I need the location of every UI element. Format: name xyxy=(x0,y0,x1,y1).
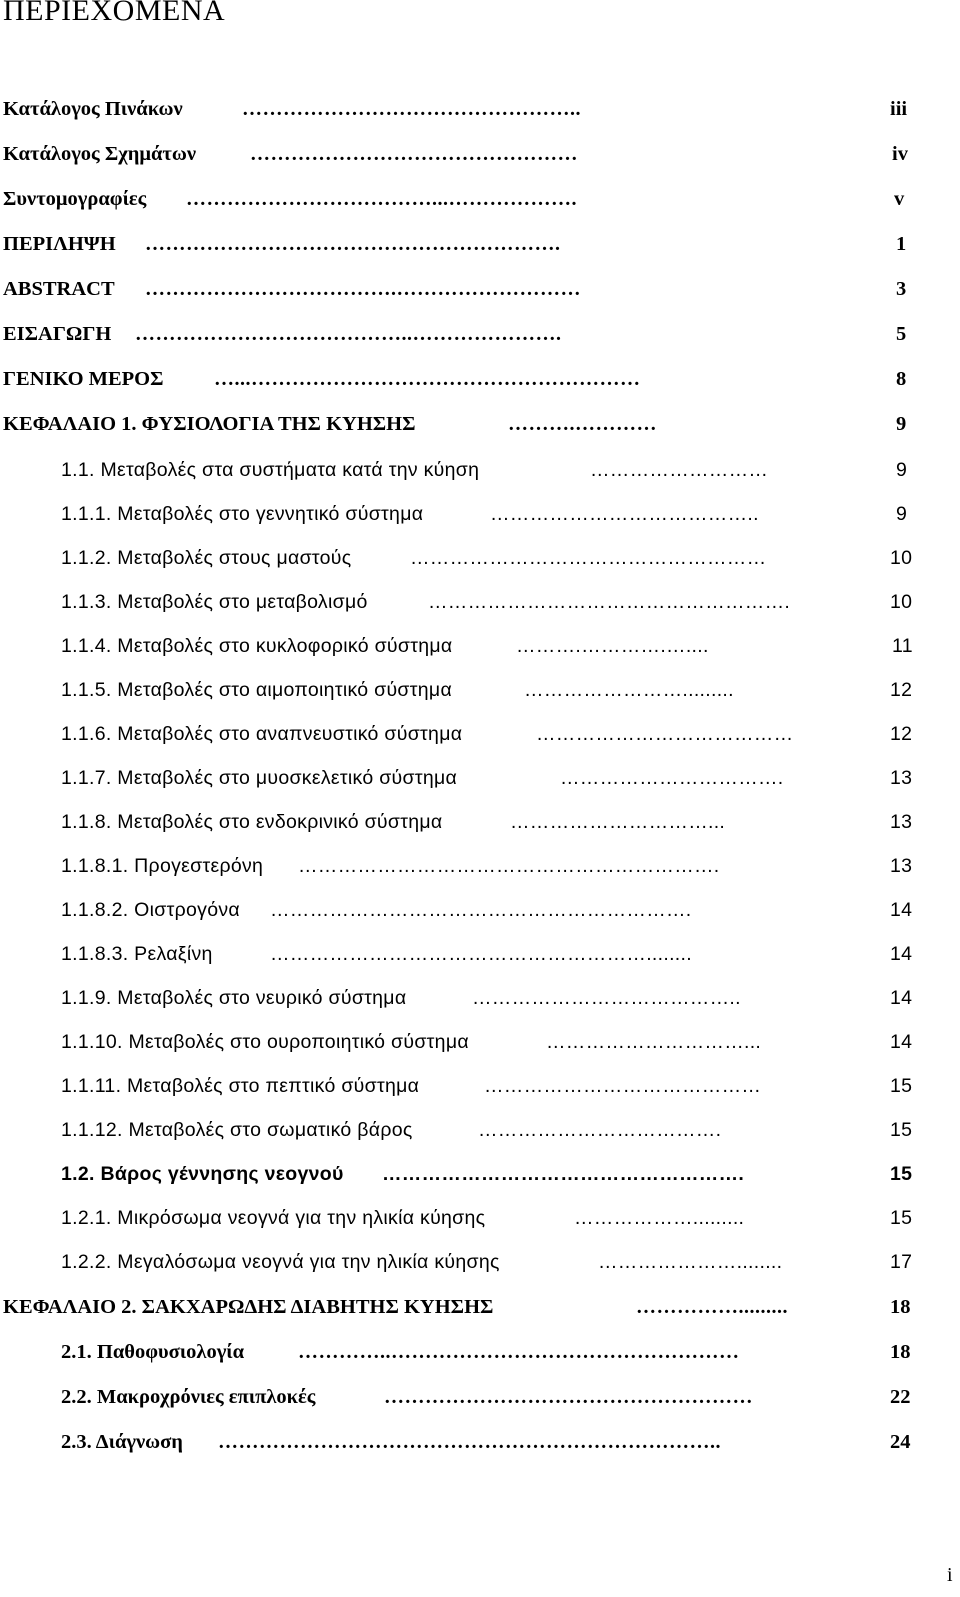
toc-entry-leader: ………………………………….. xyxy=(472,987,741,1009)
toc-entry-label: 1.1.8.1. Προγεστερόνη xyxy=(61,855,264,877)
toc-entry-leader: ……………………………………………………………….. xyxy=(218,1431,721,1453)
toc-entry-label: 1.1.8. Μεταβολές στο ενδοκρινικό σύστημα xyxy=(61,811,443,833)
toc-entry-leader: …………………………... xyxy=(546,1031,762,1053)
toc-entry-leader: ………………......... xyxy=(574,1207,745,1229)
toc-entry[interactable] xyxy=(0,986,960,1016)
toc-entry-label: 1.1.8.3. Ρελαξίνη xyxy=(61,943,213,965)
toc-entry-label: 1.1.11. Μεταβολές στο πεπτικό σύστημα xyxy=(61,1075,420,1097)
toc-entry-leader: ………………………………….. xyxy=(490,503,759,525)
toc-entry-page: 3 xyxy=(896,278,907,300)
toc-entry-label: 1.1.9. Μεταβολές στο νευρικό σύστημα xyxy=(61,987,407,1009)
toc-entry-label: 2.3. Διάγνωση xyxy=(61,1431,183,1453)
toc-entry-label: 1.1.7. Μεταβολές στο μυοσκελετικό σύστημα xyxy=(61,767,458,789)
toc-entry[interactable] xyxy=(0,1118,960,1148)
toc-entry-leader: …………………………... xyxy=(510,811,726,833)
toc-entry-leader: ……………………… xyxy=(590,459,769,481)
toc-entry[interactable] xyxy=(0,678,960,708)
toc-entry-page: 12 xyxy=(890,723,913,745)
toc-entry[interactable] xyxy=(0,898,960,928)
toc-entry[interactable] xyxy=(0,322,960,352)
toc-entry-page: 15 xyxy=(890,1119,913,1141)
toc-entry[interactable] xyxy=(0,1162,960,1192)
toc-entry-label: 1.1.5. Μεταβολές στο αιμοποιητικό σύστημα xyxy=(61,679,453,701)
toc-entry-label: 1.2. Βάρος γέννησης νεογνού xyxy=(61,1163,344,1185)
toc-entry-leader: ……………………………………………… xyxy=(410,547,767,569)
toc-entry-page: 9 xyxy=(896,503,908,525)
toc-entry-page: 17 xyxy=(890,1251,913,1273)
toc-entry[interactable] xyxy=(0,1295,960,1325)
toc-entry-label: 1.2.2. Μεγαλόσωμα νεογνά για την ηλικία κύησης xyxy=(61,1251,500,1273)
toc-entry-leader: ………………………………...………………. xyxy=(186,188,577,210)
toc-entry-page: 12 xyxy=(890,679,913,701)
toc-entry[interactable] xyxy=(0,546,960,576)
toc-entry[interactable] xyxy=(0,854,960,884)
toc-entry-page: 9 xyxy=(896,413,907,435)
toc-entry[interactable] xyxy=(0,766,960,796)
toc-entry-leader: ………………………………………………………. xyxy=(270,899,692,921)
toc-entry-label: 1.1. Μεταβολές στα συστήματα κατά την κύηση xyxy=(61,459,480,481)
toc-entry-label: 1.1.8.2. Οιστρογόνα xyxy=(61,899,240,921)
toc-entry[interactable] xyxy=(0,1206,960,1236)
toc-entry-label: ΕΙΣΑΓΩΓΗ xyxy=(3,323,112,345)
toc-entry[interactable] xyxy=(0,277,960,307)
toc-entry[interactable] xyxy=(0,232,960,262)
toc-entry-leader: ……….………… xyxy=(508,413,657,435)
toc-entry-leader: ……………………………………………… xyxy=(384,1386,753,1408)
toc-entry-leader: …………..…………………………………………… xyxy=(298,1341,740,1363)
toc-entry[interactable] xyxy=(0,1385,960,1415)
toc-entry-label: ΚΕΦΑΛΑΙΟ 1. ΦΥΣΙΟΛΟΓΙΑ ΤΗΣ ΚΥΗΣΗΣ xyxy=(3,413,416,435)
toc-entry-page: 11 xyxy=(892,635,913,657)
toc-entry[interactable] xyxy=(0,942,960,972)
toc-entry[interactable] xyxy=(0,367,960,397)
toc-entry-page: 15 xyxy=(890,1075,913,1097)
toc-entry-label: Κατάλογος Πινάκων xyxy=(3,98,183,120)
toc-entry-label: 1.1.2. Μεταβολές στους μαστούς xyxy=(61,547,352,569)
toc-entry-label: 2.2. Μακροχρόνιες επιπλοκές xyxy=(61,1386,316,1408)
toc-entry-label: ΓΕΝΙΚΟ ΜΕΡΟΣ xyxy=(3,368,164,390)
toc-entry[interactable] xyxy=(0,590,960,620)
toc-entry-leader: ……………………......... xyxy=(524,679,734,701)
toc-entry[interactable] xyxy=(0,1340,960,1370)
toc-entry-page: 22 xyxy=(890,1386,911,1408)
toc-entry-leader: …………………………………..…………………. xyxy=(135,323,562,345)
toc-entry[interactable] xyxy=(0,1250,960,1280)
toc-entry-page: 10 xyxy=(890,547,913,569)
toc-entry-page: v xyxy=(894,188,905,210)
toc-entry-page: 10 xyxy=(890,591,913,613)
toc-entry-label: 1.1.12. Μεταβολές στο σωματικό βάρος xyxy=(61,1119,413,1141)
toc-entry-label: Συντομογραφίες xyxy=(3,188,147,210)
toc-entry-leader: ……………………………….……………………… xyxy=(145,278,581,300)
toc-entry-leader: ………………………………… xyxy=(536,723,794,745)
toc-entry-leader: ………………………………………………. xyxy=(428,591,791,613)
toc-entry[interactable] xyxy=(0,810,960,840)
toc-entry-label: 1.2.1. Μικρόσωμα νεογνά για την ηλικία κύησης xyxy=(61,1207,486,1229)
toc-entry[interactable] xyxy=(0,187,960,217)
toc-entry[interactable] xyxy=(0,1430,960,1460)
toc-entry-page: 18 xyxy=(890,1341,911,1363)
toc-entry-leader: ……………………………………………………. xyxy=(145,233,561,255)
toc-entry-page: 14 xyxy=(890,1031,913,1053)
toc-entry[interactable] xyxy=(0,722,960,752)
toc-entry-page: 8 xyxy=(896,368,907,390)
toc-entry-label: ABSTRACT xyxy=(3,278,115,300)
toc-entry-label: 1.1.4. Μεταβολές στο κυκλοφορικό σύστημα xyxy=(61,635,453,657)
toc-entry[interactable] xyxy=(0,412,960,442)
toc-entry-label: Κατάλογος Σχημάτων xyxy=(3,143,196,165)
toc-entry-label: 2.1. Παθοφυσιολογία xyxy=(61,1341,245,1363)
toc-entry-label: 1.1.6. Μεταβολές στο αναπνευστικό σύστημα xyxy=(61,723,463,745)
toc-entry-page: 13 xyxy=(890,811,913,833)
toc-entry[interactable] xyxy=(0,1074,960,1104)
toc-entry-leader: …………………........ xyxy=(598,1251,783,1273)
toc-entry-label: ΠΕΡΙΛΗΨΗ xyxy=(3,233,116,255)
toc-entry-page: 5 xyxy=(896,323,907,345)
toc-entry-leader: …...………………………………………………… xyxy=(214,368,641,390)
toc-entry-page: 1 xyxy=(896,233,907,255)
toc-entry-page: 14 xyxy=(890,899,913,921)
toc-entry-label: 1.1.1. Μεταβολές στο γεννητικό σύστημα xyxy=(61,503,424,525)
page-number: i xyxy=(947,1564,953,1586)
toc-entry-leader: …………………………………… xyxy=(484,1075,762,1097)
toc-entry-page: 14 xyxy=(890,943,913,965)
toc-entry-page: 9 xyxy=(896,459,908,481)
toc-entry-page: 13 xyxy=(890,767,913,789)
toc-entry-leader: ………………………………………………. xyxy=(382,1163,745,1185)
page-title: ΠΕΡΙΕΧΟΜΕΝΑ xyxy=(3,0,226,27)
toc-entry-page: 18 xyxy=(890,1296,911,1318)
toc-entry[interactable] xyxy=(0,142,960,172)
toc-entry-page: iv xyxy=(892,143,908,165)
toc-entry-leader: ……………………………. xyxy=(560,767,784,789)
toc-entry-page: 15 xyxy=(890,1207,913,1229)
toc-entry[interactable] xyxy=(0,634,960,664)
toc-entry[interactable] xyxy=(0,1030,960,1060)
toc-entry-leader: ………………………………………… xyxy=(250,143,578,165)
toc-entry-leader: …………………………………………………........ xyxy=(270,943,692,965)
toc-entry-label: 1.1.3. Μεταβολές στο μεταβολισμό xyxy=(61,591,368,613)
toc-entry-leader: ……………......... xyxy=(636,1296,788,1318)
toc-entry[interactable] xyxy=(0,458,960,488)
toc-entry-leader: ……….………….….... xyxy=(516,635,709,657)
toc-entry-leader: ………………………………. xyxy=(478,1119,722,1141)
toc-entry[interactable] xyxy=(0,97,960,127)
toc-entry-page: 15 xyxy=(890,1163,913,1185)
toc-entry-page: 13 xyxy=(890,855,913,877)
toc-entry-label: ΚΕΦΑΛΑΙΟ 2. ΣΑΚΧΑΡΩΔΗΣ ΔΙΑΒΗΤΗΣ ΚΥΗΣΗΣ xyxy=(3,1296,494,1318)
toc-entry-page: 24 xyxy=(890,1431,911,1453)
toc-entry-label: 1.1.10. Μεταβολές στο ουροποιητικό σύστημα xyxy=(61,1031,469,1053)
toc-entry[interactable] xyxy=(0,502,960,532)
toc-entry-leader: ………………………………………….. xyxy=(242,98,581,120)
toc-entry-leader: ………………………………………………………. xyxy=(298,855,720,877)
toc-entry-page: iii xyxy=(890,98,908,120)
toc-entry-page: 14 xyxy=(890,987,913,1009)
